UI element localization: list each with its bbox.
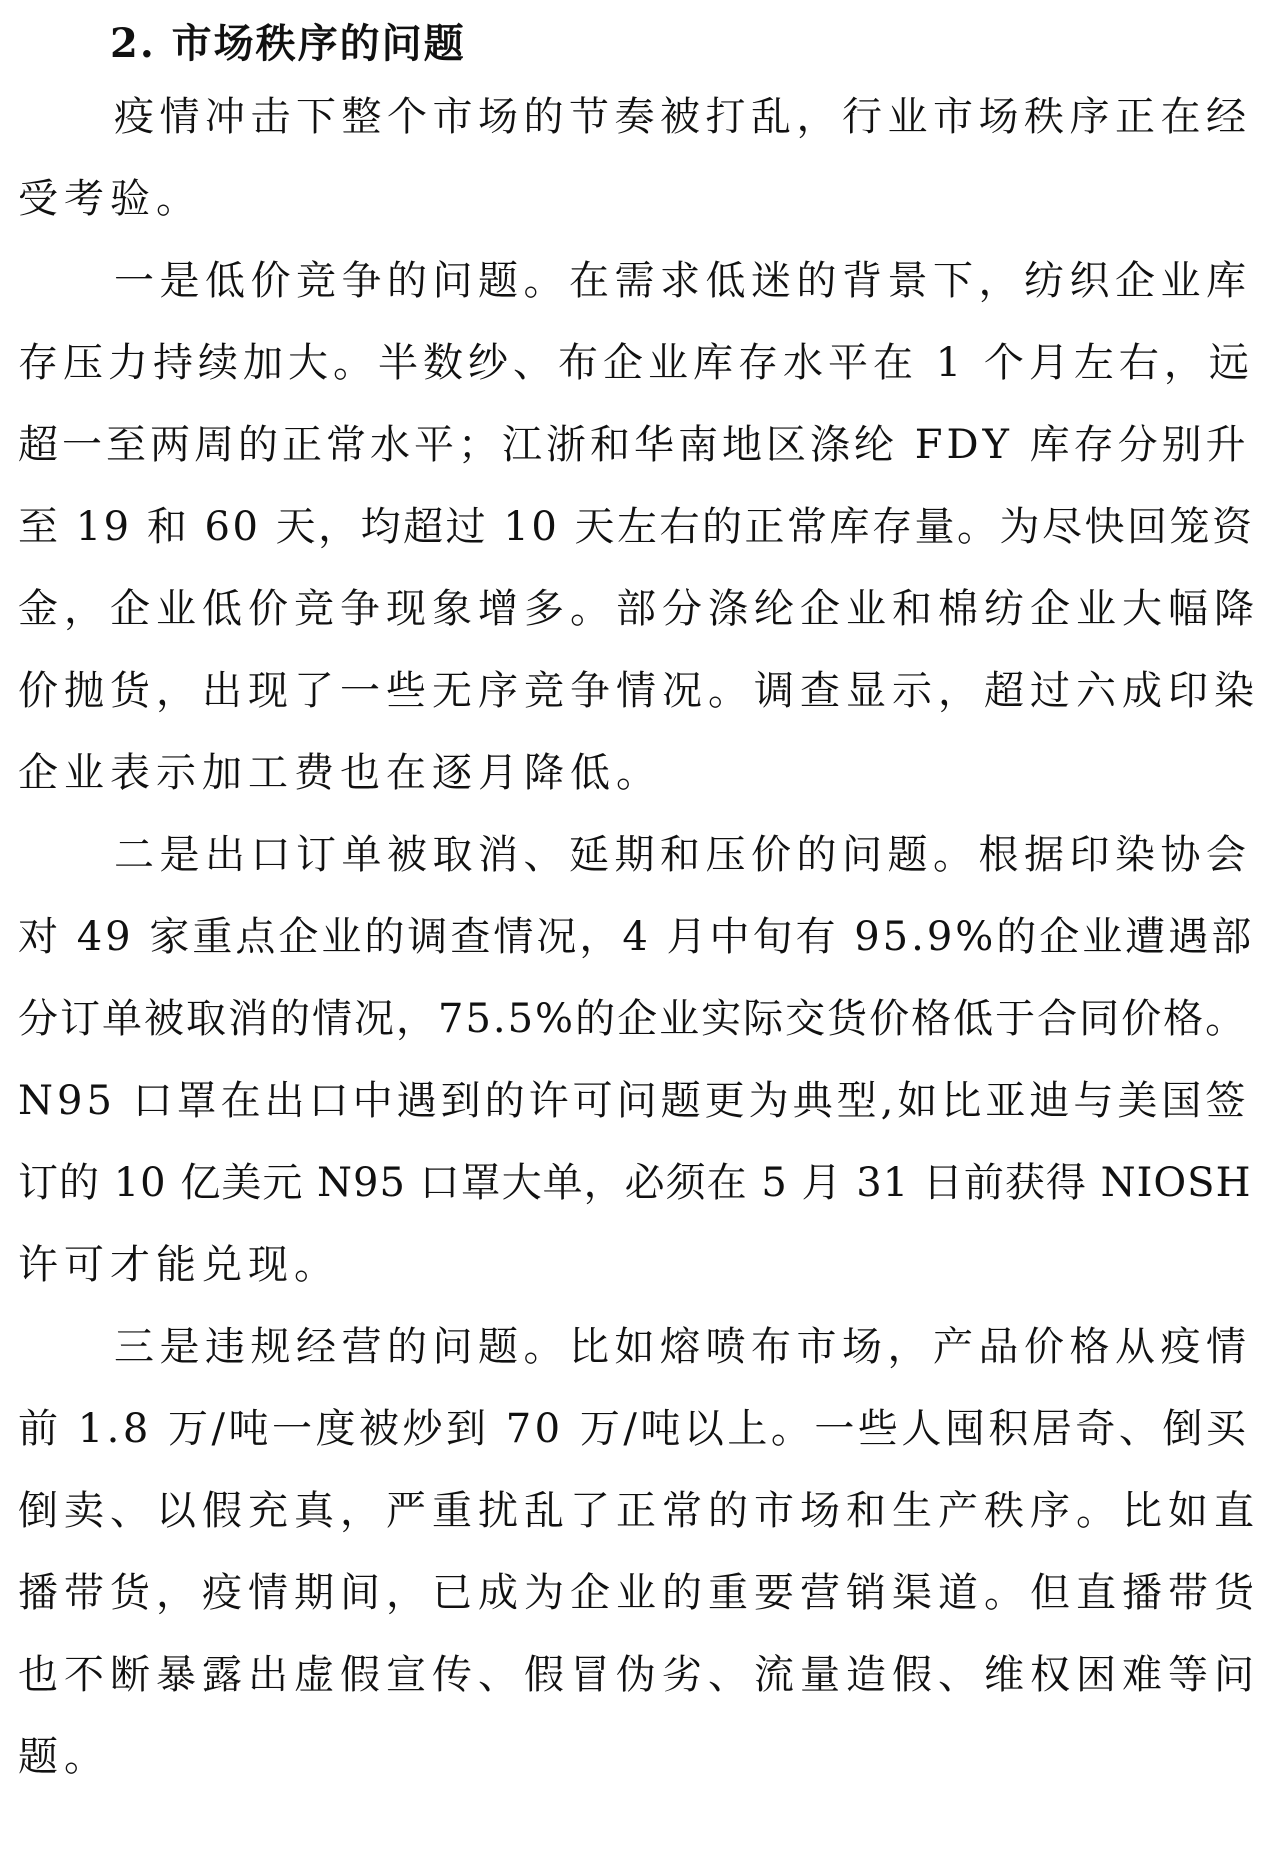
paragraph-line: 题。 — [18, 1734, 110, 1780]
paragraph-line: 订的 10 亿美元 N95 口罩大单，必须在 5 月 31 日前获得 NIOSH — [18, 1160, 1252, 1206]
paragraph-line: N95 口罩在出口中遇到的许可问题更为典型,如比亚迪与美国签 — [18, 1078, 1250, 1124]
paragraph-line: 存压力持续加大。半数纱、布企业库存水平在 1 个月左右，远 — [18, 340, 1254, 386]
paragraph-line: 前 1.8 万/吨一度被炒到 70 万/吨以上。一些人囤积居奇、倒买 — [18, 1406, 1250, 1452]
paragraph-line: 倒卖、以假充真，严重扰乱了正常的市场和生产秩序。比如直 — [18, 1488, 1260, 1534]
paragraph-4 — [18, 1306, 1262, 1798]
paragraph-line: 许可才能兑现。 — [18, 1242, 340, 1288]
paragraph-3 — [18, 814, 1262, 1306]
paragraph-1 — [18, 76, 1262, 240]
paragraph-line: 金，企业低价竞争现象增多。部分涤纶企业和棉纺企业大幅降 — [18, 586, 1260, 632]
paragraph-line: 价抛货，出现了一些无序竞争情况。调查显示，超过六成印染 — [18, 668, 1260, 714]
paragraph-line: 企业表示加工费也在逐月降低。 — [18, 750, 662, 796]
section-heading: 2. 市场秩序的问题 — [110, 20, 466, 67]
paragraph-line: 超一至两周的正常水平；江浙和华南地区涤纶 FDY 库存分别升 — [18, 422, 1250, 468]
paragraph-line: 受考验。 — [18, 176, 202, 222]
paragraph-line: 疫情冲击下整个市场的节奏被打乱，行业市场秩序正在经 — [114, 94, 1252, 140]
paragraph-line: 播带货，疫情期间，已成为企业的重要营销渠道。但直播带货 — [18, 1570, 1260, 1616]
paragraph-line: 二是出口订单被取消、延期和压价的问题。根据印染协会 — [114, 832, 1252, 878]
paragraph-line: 一是低价竞争的问题。在需求低迷的背景下，纺织企业库 — [114, 258, 1252, 304]
paragraph-line: 分订单被取消的情况，75.5%的企业实际交货价格低于合同价格。 — [18, 996, 1248, 1042]
paragraph-line: 对 49 家重点企业的调查情况，4 月中旬有 95.9%的企业遭遇部 — [18, 914, 1255, 960]
paragraph-line: 至 19 和 60 天，均超过 10 天左右的正常库存量。为尽快回笼资 — [18, 504, 1255, 550]
paragraph-line: 三是违规经营的问题。比如熔喷布市场，产品价格从疫情 — [114, 1324, 1252, 1370]
paragraph-2 — [18, 240, 1262, 814]
paragraph-line: 也不断暴露出虚假宣传、假冒伪劣、流量造假、维权困难等问 — [18, 1652, 1260, 1698]
